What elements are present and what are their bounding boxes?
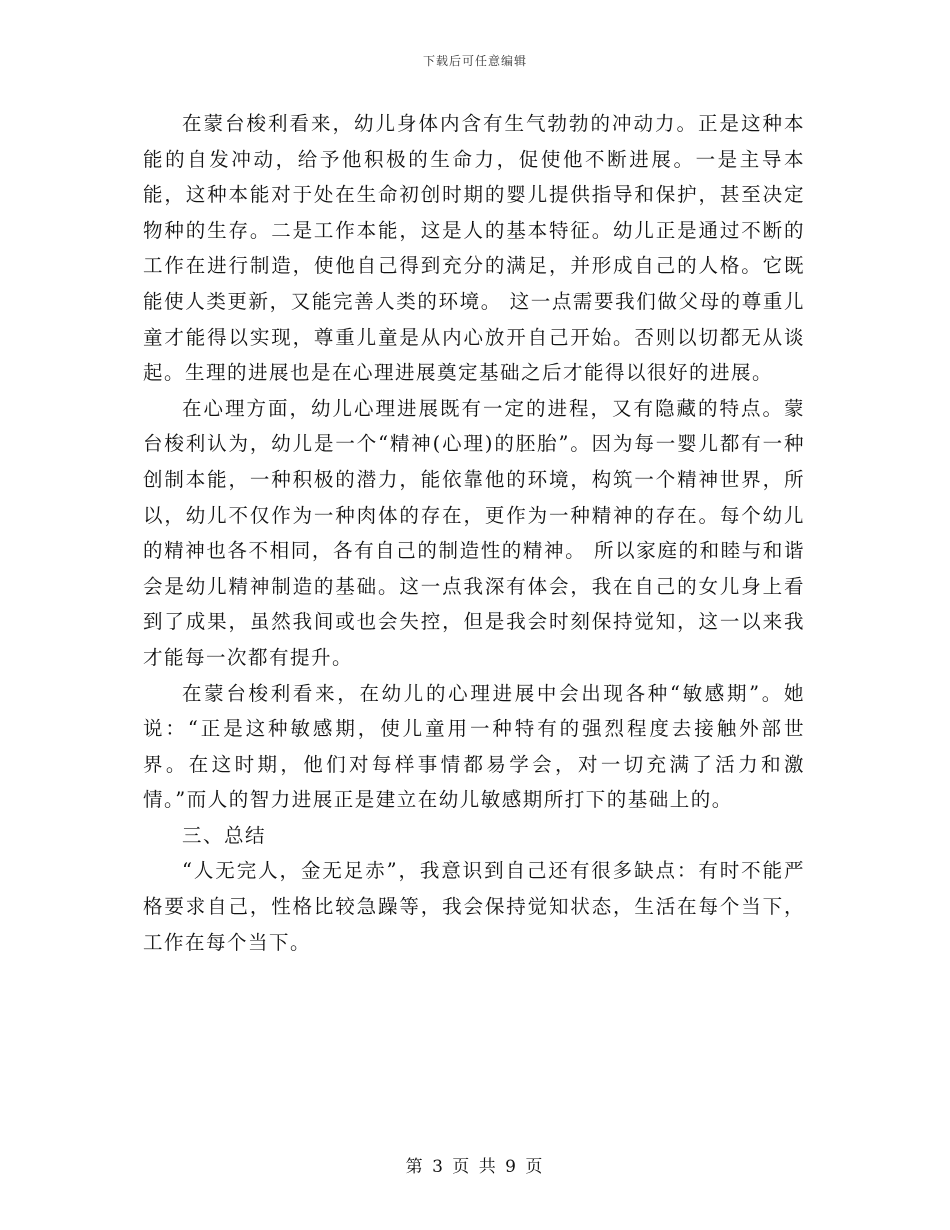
page-footer: 第 3 页 共 9 页	[405, 1157, 545, 1177]
paragraph-sensitive-period: 在蒙台梭利看来，在幼儿的心理进展中会出现各种“敏感期”。她说：“正是这种敏感期，使儿童用一种特有的强烈程度去接触外部世界。在这时期，他们对每样事情都易学会，对一切充满了活力和激情。”而人的智力进展正是建立在幼儿敏感期所打下的基础上的。	[143, 681, 805, 812]
paragraph-summary: “人无完人，金无足赤”，我意识到自己还有很多缺点：有时不能严格要求自己，性格比较急躁等，我会保持觉知状态，生活在每个当下，工作在每个当下。	[143, 859, 805, 954]
document-body	[143, 106, 805, 960]
section-heading-summary: 三、总结	[182, 823, 267, 847]
paragraph-psychology: 在心理方面，幼儿心理进展既有一定的进程，又有隐藏的特点。蒙台梭利认为，幼儿是一个“精神(心理)的胚胎”。因为每一婴儿都有一种创制本能，一种积极的潜力，能依靠他的环境，构筑一个精神世界，所以，幼儿不仅作为一种肉体的存在，更作为一种精神的存在。每个幼儿的精神也各不相同，各有自己的制造性的精神。 所以家庭的和睦与和谐会是幼儿精神制造的基础。这一点我深有体会，我在自己的女儿身上看到了成果，虽然我间或也会失控，但是我会时刻保持觉知，这一以来我才能每一次都有提升。	[143, 396, 805, 669]
paragraph-instinct: 在蒙台梭利看来，幼儿身体内含有生气勃勃的冲动力。正是这种本能的自发冲动，给予他积极的生命力，促使他不断进展。一是主导本能，这种本能对于处在生命初创时期的婴儿提供指导和保护，甚至决定物种的生存。二是工作本能，这是人的基本特征。幼儿正是通过不断的工作在进行制造，使他自己得到充分的满足，并形成自己的人格。它既能使人类更新，又能完善人类的环境。 这一点需要我们做父母的尊重儿童才能得以实现，尊重儿童是从内心放开自己开始。否则以切都无从谈起。生理的进展也是在心理进展奠定基础之后才能得以很好的进展。	[143, 112, 805, 385]
page-header: 下载后可任意编辑	[422, 54, 527, 68]
